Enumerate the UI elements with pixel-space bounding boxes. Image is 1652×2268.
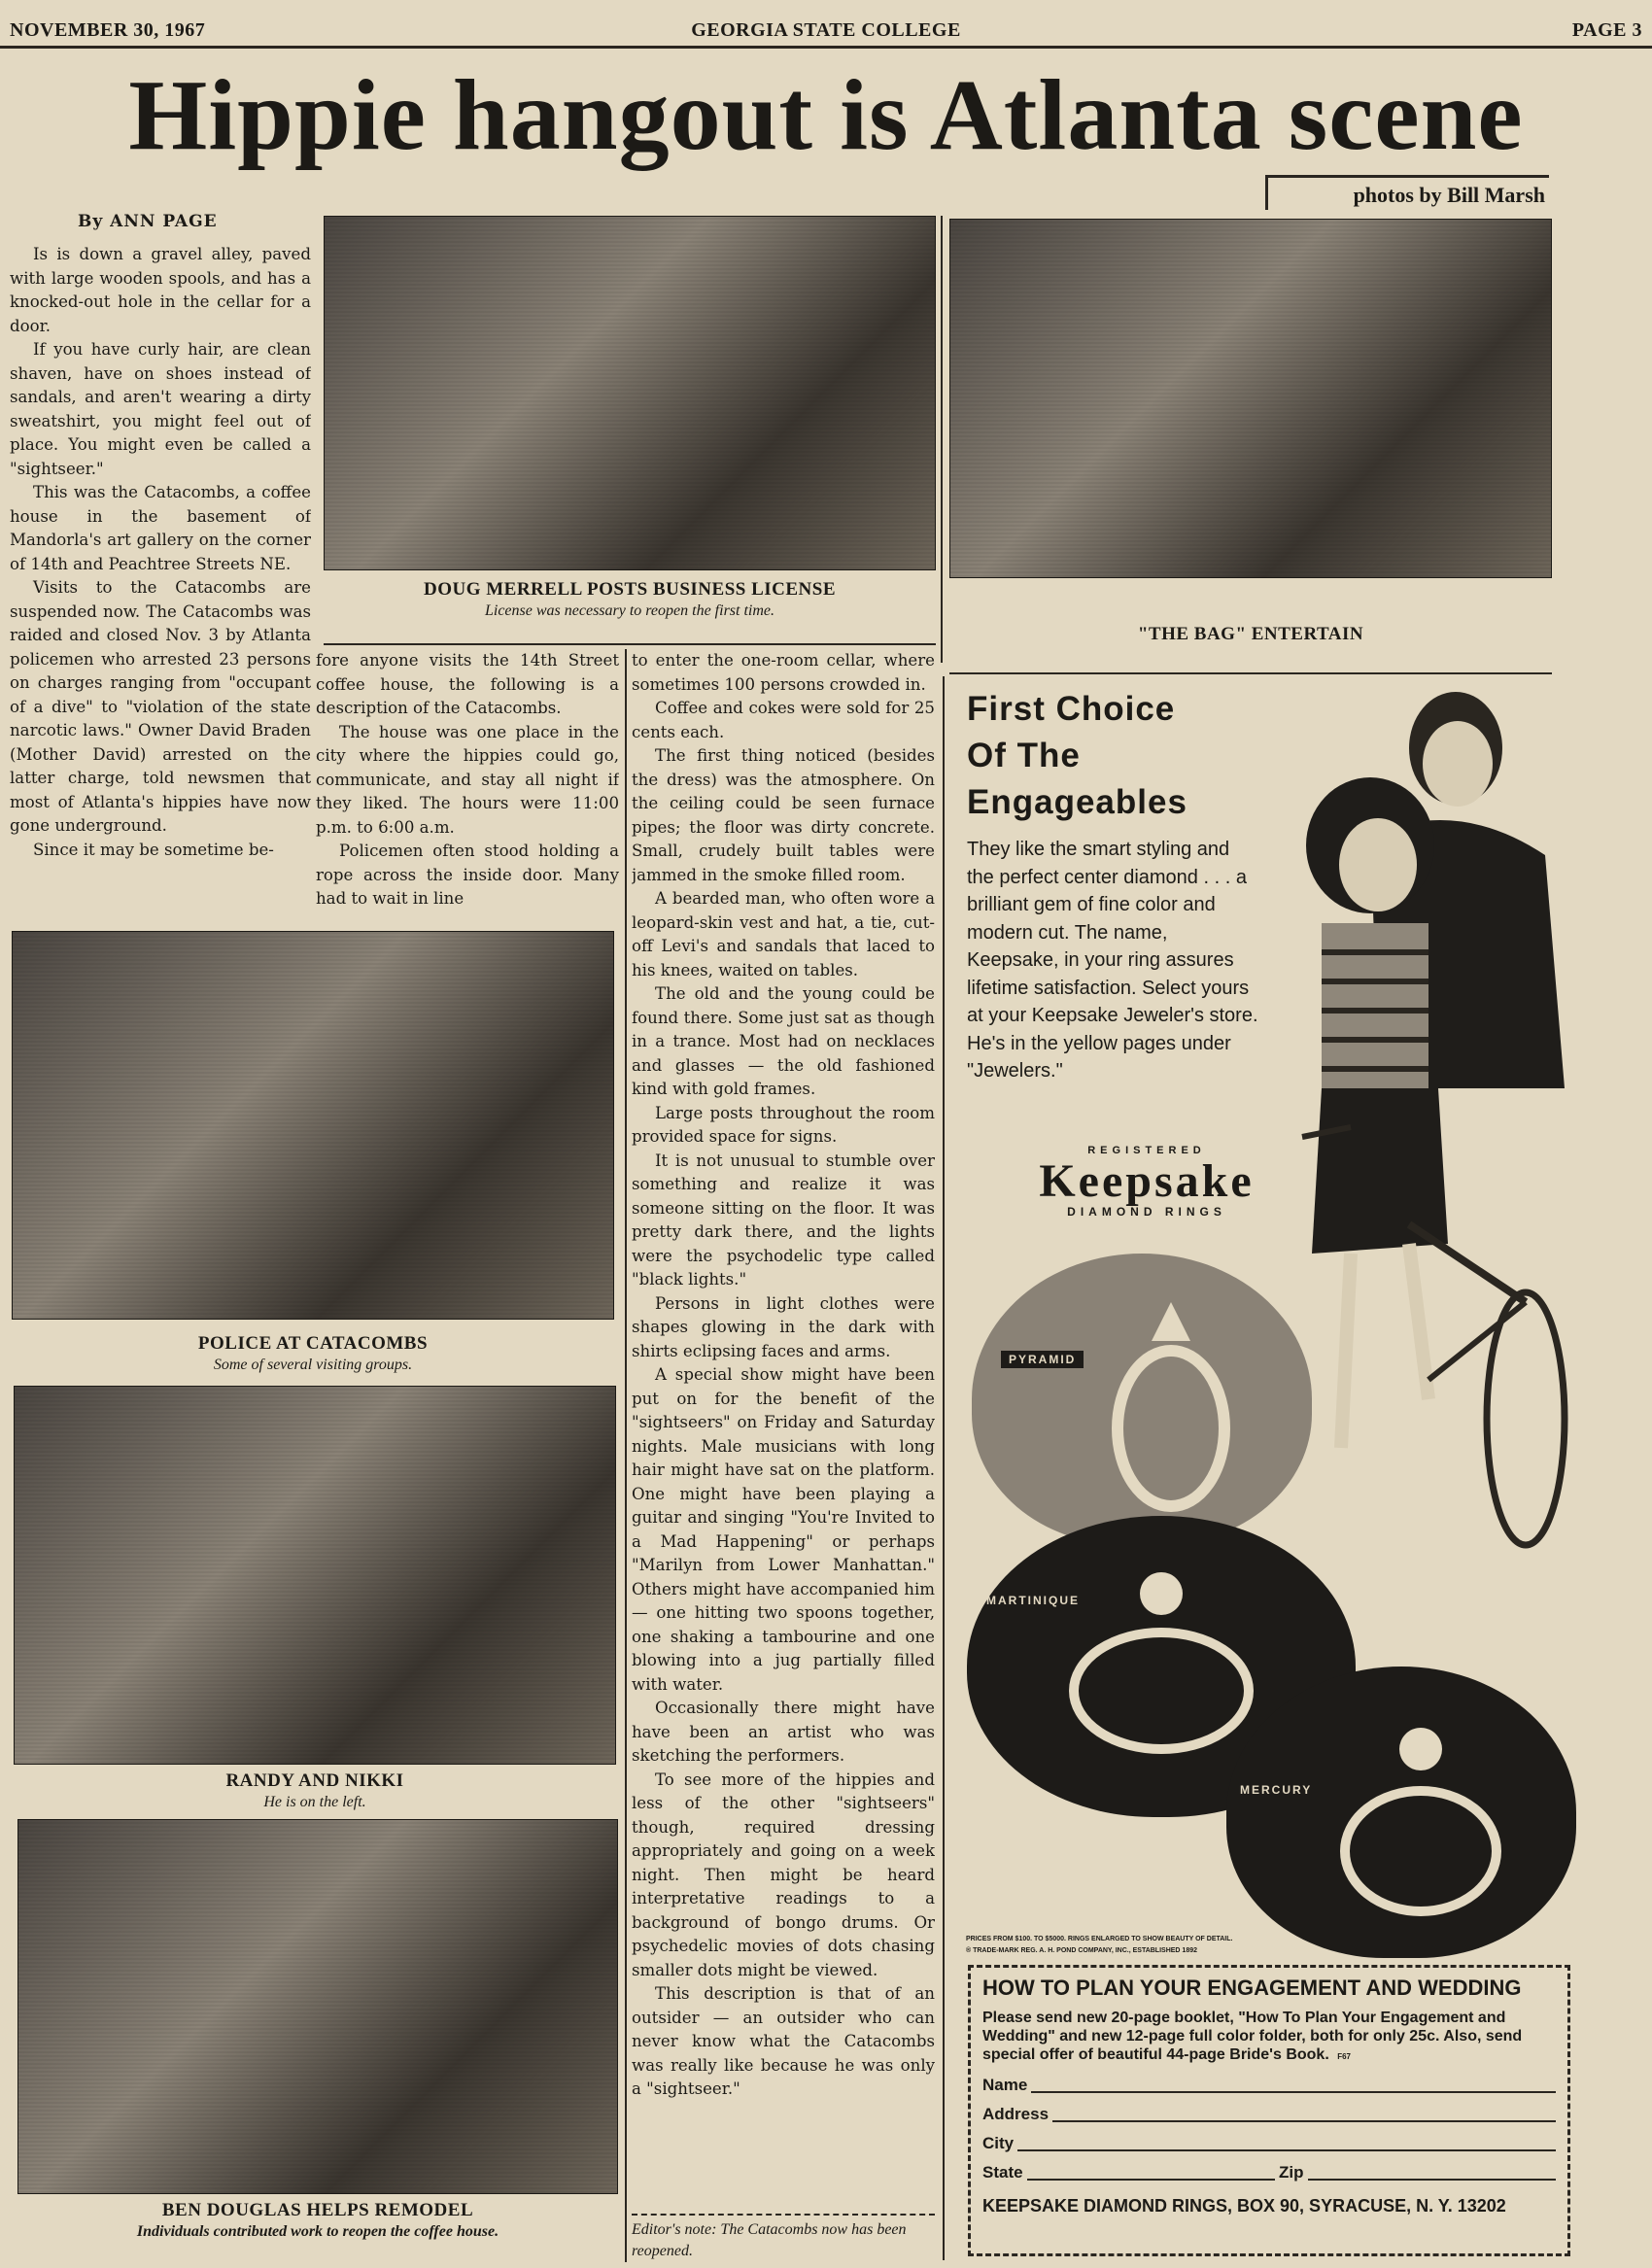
coupon-title: HOW TO PLAN YOUR ENGAGEMENT AND WEDDING <box>982 1976 1522 2000</box>
paragraph: If you have curly hair, are clean shaven, have on shoes instead of sandals, and aren't wearing a dirty sweatshirt, you might feel out of place. You might even be called a "sightseer." <box>10 340 311 478</box>
ad-headline-line: First Choice <box>967 690 1176 728</box>
ad-brand: Keepsake <box>1039 1155 1255 1207</box>
name-blank[interactable] <box>1031 2076 1556 2093</box>
pyramid-ring-heart <box>972 1254 1312 1545</box>
ring-label: MARTINIQUE <box>986 1594 1080 1607</box>
address-field[interactable] <box>982 2105 1556 2124</box>
band-photo <box>949 219 1552 578</box>
ad-registered: REGISTERED <box>1087 1145 1206 1156</box>
ad-headline-line: Of The <box>967 737 1081 774</box>
zip-blank[interactable] <box>1308 2163 1556 2181</box>
paragraph: Large posts throughout the room provided space for signs. <box>632 1103 935 1146</box>
police-photo <box>12 931 614 1320</box>
ring-label: MERCURY <box>1240 1783 1313 1797</box>
city-blank[interactable] <box>1017 2134 1556 2151</box>
editors-note: Editor's note: The Catacombs now has been reopened. <box>632 2221 907 2259</box>
address-blank[interactable] <box>1052 2105 1556 2122</box>
paragraph: to enter the one-room cellar, where sometimes 100 persons crowded in. <box>632 651 935 694</box>
paragraph: Since it may be sometime be- <box>33 840 274 859</box>
randy-caption-title: RANDY AND NIKKI <box>225 1770 404 1791</box>
coupon-body <box>982 2009 1556 2066</box>
article-column-3 <box>632 649 935 2204</box>
divider <box>943 676 945 2260</box>
coupon-code: F67 <box>1337 2052 1352 2061</box>
paragraph: A bearded man, who often wore a leopard-skin vest and hat, a tie, cut-off Levi's and sandals that laced to his knees, waited on tables. <box>632 889 935 979</box>
paragraph: A special show might have been put on for the benefit of the "sightseers" on Friday and Saturday nights. Male musicians with long hair might have sat on the platform. One might have been playing a guitar and singing "You're Invited to a Mad Happening" or perhaps "Marilyn from Lower Manhattan." Others might have accompanied him — one hitting two spoons together, one shaking a tambourine and one blowing into a jug partially filled with water. <box>632 1365 935 1694</box>
paragraph: The first thing noticed (besides the dress) was the atmosphere. On the ceiling could be seen furnace pipes; the floor was dirty concrete. Small, crudely built tables were jammed in the smoke filled room. <box>632 746 935 884</box>
city-label: City <box>982 2134 1015 2152</box>
paragraph: This was the Catacombs, a coffee house in the basement of Mandorla's art gallery on the corner of 14th and Peachtree Streets NE. <box>10 483 311 573</box>
divider <box>324 643 936 645</box>
state-blank[interactable] <box>1027 2163 1275 2181</box>
police-caption-sub: Some of several visiting groups. <box>213 1357 413 1373</box>
divider <box>949 672 1552 674</box>
ring-label: PYRAMID <box>1001 1351 1084 1368</box>
address-label: Address <box>982 2105 1050 2123</box>
coupon-body-text: Please send new 20-page booklet, "How To Plan Your Engagement and Wedding" and new 12-page full color folder, both for only 25c. Also, send special offer of beautiful 44-page Bride's Book. <box>982 2010 1523 2063</box>
license-photo <box>324 216 936 570</box>
paragraph: Coffee and cokes were sold for 25 cents each. <box>632 699 935 741</box>
article-column-1 <box>10 243 311 913</box>
ring-icon <box>1088 1283 1254 1516</box>
divider <box>625 649 627 2262</box>
randy-nikki-photo <box>14 1386 616 1765</box>
zip-label: Zip <box>1279 2163 1304 2182</box>
remodel-photo <box>17 1819 618 2194</box>
coupon <box>968 1965 1570 2256</box>
page-number: PAGE 3 <box>1571 19 1642 41</box>
band-caption-title: "THE BAG" ENTERTAIN <box>1137 624 1364 644</box>
divider <box>941 216 943 663</box>
name-label: Name <box>982 2076 1028 2094</box>
article-column-2 <box>316 649 619 911</box>
paragraph: The old and the young could be found there. Some just sat as though in a trance. Most had on necklaces and glasses — the old fashioned kind with gold frames. <box>632 984 935 1098</box>
state-label: State <box>982 2163 1023 2182</box>
photo-credit: photos by Bill Marsh <box>1265 175 1549 210</box>
byline: By ANN PAGE <box>78 212 218 231</box>
paragraph: It is not unusual to stumble over something and realize it was someone sitting on the floor. It was pretty dark there, and the lights were the psychodelic type called "black lights." <box>632 1151 935 1289</box>
paragraph: To see more of the hippies and less of the other "sightseers" though, required dressing appropriately and going on a week night. Then might be heard interpretative readings to a background of bongo drums. Or psychedelic movies of dots chasing smaller dots might be viewed. <box>632 1770 935 1979</box>
remodel-caption-title: BEN DOUGLAS HELPS REMODEL <box>161 2200 474 2220</box>
paragraph: Occasionally there might have have been an artist who was sketching the performers. <box>632 1699 935 1765</box>
ad-brand-sub: DIAMOND RINGS <box>1067 1205 1226 1219</box>
paragraph: This description is that of an outsider — an outsider who can never know what the Catacombs was really like because he was only a "sightseer." <box>632 1984 935 2098</box>
ring-icon <box>1054 1555 1268 1769</box>
headline: Hippie hangout is Atlanta scene <box>128 59 1524 171</box>
license-caption-title: DOUG MERRELL POSTS BUSINESS LICENSE <box>423 579 836 600</box>
ad-body: They like the smart styling and the perfect center diamond . . . a brilliant gem of fine color and modern cut. The name, Keepsake, in your ring assures lifetime satisfaction. Select yours at your Keepsake Jeweler's store. He's in the yellow pages under "Jewelers." <box>967 839 1258 1082</box>
mercury-ring-heart <box>1226 1667 1576 1958</box>
fine-print: ® TRADE-MARK REG. A. H. POND COMPANY, INC., ESTABLISHED 1892 <box>966 1947 1197 1954</box>
issue-date: NOVEMBER 30, 1967 <box>10 19 206 41</box>
police-caption-title: POLICE AT CATACOMBS <box>197 1333 429 1354</box>
paper-name: GEORGIA STATE COLLEGE <box>691 19 961 41</box>
ring-icon <box>1324 1705 1518 1929</box>
paragraph: The house was one place in the city where the hippies could go, communicate, and stay all night if they liked. The hours were 11:00 p.m. to 6:00 a.m. <box>316 722 619 837</box>
paragraph: Persons in light clothes were shapes glowing in the dark with shirts eclipsing faces and arms. <box>632 1293 935 1360</box>
coupon-footer: KEEPSAKE DIAMOND RINGS, BOX 90, SYRACUSE, N. Y. 13202 <box>982 2196 1506 2216</box>
paragraph: Is is down a gravel alley, paved with large wooden spools, and has a knocked-out hole in the cellar for a door. <box>10 245 311 335</box>
license-caption-sub: License was necessary to reopen the first time. <box>484 602 775 619</box>
name-field[interactable] <box>982 2076 1556 2095</box>
paragraph: fore anyone visits the 14th Street coffee house, the following is a description of the Catacombs. <box>316 651 619 717</box>
paragraph: Visits to the Catacombs are suspended now. The Catacombs was raided and closed Nov. 3 by Atlanta policemen who arrested 23 persons on charges ranging from "occupant of a dive" to "violation of the state narcotic laws." Owner David Braden (Mother David) arrested on the latter charge, told newsmen that most of Atlanta's hippies have now gone underground. <box>10 578 311 835</box>
ad-headline-line: Engageables <box>967 783 1187 821</box>
divider <box>632 2214 935 2216</box>
randy-caption-sub: He is on the left. <box>263 1794 366 1810</box>
paragraph: Policemen often stood holding a rope across the inside door. Many had to wait in line <box>316 842 619 908</box>
city-field[interactable] <box>982 2134 1556 2153</box>
state-zip-field[interactable] <box>982 2163 1556 2182</box>
masthead <box>0 0 1652 49</box>
remodel-caption-sub: Individuals contributed work to reopen the coffee house. <box>136 2223 499 2240</box>
fine-print: PRICES FROM $100. TO $5000. RINGS ENLARGED TO SHOW BEAUTY OF DETAIL. <box>966 1936 1233 1942</box>
